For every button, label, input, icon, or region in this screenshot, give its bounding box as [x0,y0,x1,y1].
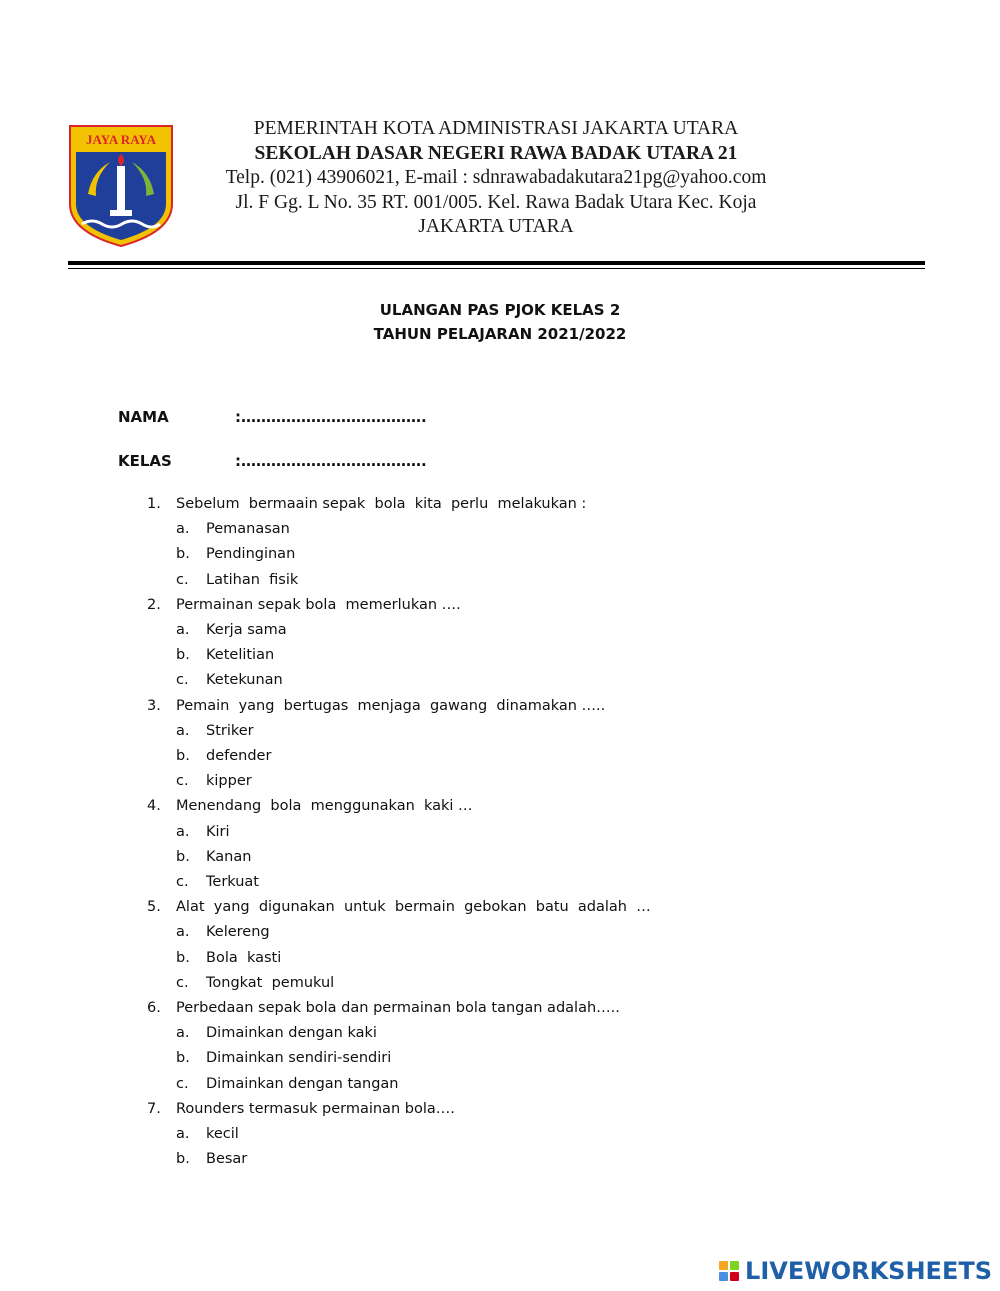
question-number: 5. [147,899,161,916]
answer-option[interactable] [147,618,651,643]
class-blank[interactable]: :………………………………. [235,452,427,470]
option-letter: a. [176,924,190,941]
option-letter: c. [176,571,189,588]
option-letter: a. [176,521,190,538]
school-name: SEKOLAH DASAR NEGERI RAWA BADAK UTARA 21 [254,142,738,164]
answer-option[interactable] [147,1046,651,1071]
option-text: Kerja sama [206,622,287,639]
option-text: Pendinginan [206,546,296,563]
option-letter: c. [176,874,189,891]
option-letter: c. [176,1075,189,1092]
option-letter: a. [176,622,190,639]
option-letter: b. [176,1151,190,1168]
answer-option[interactable] [147,668,651,693]
answer-option[interactable] [147,820,651,845]
option-text: Kelereng [206,924,270,941]
class-field[interactable] [118,452,427,470]
option-letter: b. [176,848,190,865]
liveworksheets-logo-icon [719,1261,739,1281]
option-text: Bola kasti [206,949,282,966]
watermark-icon-tile [719,1272,728,1281]
answer-option[interactable] [147,845,651,870]
answer-option[interactable] [147,971,651,996]
option-text: kipper [206,773,252,790]
answer-option[interactable] [147,643,651,668]
question [147,895,651,920]
liveworksheets-watermark [719,1256,992,1286]
option-letter: b. [176,949,190,966]
question-number: 2. [147,596,161,613]
header-divider [68,261,925,265]
class-label: KELAS [118,452,172,470]
option-letter: b. [176,1050,190,1067]
option-letter: c. [176,672,189,689]
exam-title-line2: TAHUN PELAJARAN 2021/2022 [373,325,627,343]
answer-option[interactable] [147,946,651,971]
option-text: Besar [206,1151,248,1168]
option-letter: b. [176,546,190,563]
header-divider-thin [68,268,925,269]
question-text: Alat yang digunakan untuk bermain gebokan batu adalah … [176,899,651,916]
answer-option[interactable] [147,1147,651,1172]
question-number: 1. [147,496,161,512]
answer-option[interactable] [147,920,651,945]
question [147,1097,651,1122]
question-text: Menendang bola menggunakan kaki … [176,798,473,815]
letterhead [196,117,796,240]
option-text: Terkuat [206,874,259,891]
answer-option[interactable] [147,1072,651,1097]
contact-line: Telp. (021) 43906021, E-mail : sdnrawabadakutara21pg@yahoo.com [225,167,767,188]
name-blank[interactable]: :………………………………. [235,408,427,426]
question [147,593,651,618]
option-letter: b. [176,647,190,664]
government-line: PEMERINTAH KOTA ADMINISTRASI JAKARTA UTARA [253,118,739,139]
watermark-icon-tile [730,1261,739,1270]
answer-option[interactable] [147,1021,651,1046]
option-letter: a. [176,722,190,739]
question [147,794,651,819]
watermark-icon-tile [719,1261,728,1270]
option-text: kecil [206,1126,239,1143]
question-text: Sebelum bermaain sepak bola kita perlu melakukan : [176,496,587,512]
answer-option[interactable] [147,870,651,895]
option-text: Kiri [206,823,230,840]
option-text: Tongkat pemukul [206,974,335,991]
name-label: NAMA [118,408,169,426]
answer-option[interactable] [147,769,651,794]
question-number: 3. [147,697,161,714]
city-line: JAKARTA UTARA [418,216,574,237]
svg-text:JAYA RAYA: JAYA RAYA [86,132,156,147]
question-number: 4. [147,798,161,815]
question-number: 6. [147,1000,161,1017]
exam-title-line1: ULANGAN PAS PJOK KELAS 2 [379,301,621,319]
answer-option[interactable] [147,517,651,542]
option-text: Dimainkan dengan kaki [206,1025,377,1042]
option-letter: a. [176,1025,190,1042]
question-text: Perbedaan sepak bola dan permainan bola tangan adalah….. [176,1000,620,1017]
answer-option[interactable] [147,1122,651,1147]
school-logo [68,124,174,248]
option-text: Striker [206,722,254,739]
option-letter: c. [176,974,189,991]
question-number: 7. [147,1100,161,1117]
option-text: Ketekunan [206,672,283,689]
answer-option[interactable] [147,744,651,769]
exam-title [0,298,1000,346]
option-text: defender [206,748,272,765]
option-letter: a. [176,1126,190,1143]
answer-option[interactable] [147,542,651,567]
question [147,694,651,719]
watermark-icon-tile [730,1272,739,1281]
option-text: Pemanasan [206,521,290,538]
option-letter: c. [176,773,189,790]
answer-option[interactable] [147,568,651,593]
question-text: Rounders termasuk permainan bola…. [176,1100,455,1117]
option-text: Dimainkan sendiri-sendiri [206,1050,392,1067]
question [147,492,651,517]
option-text: Ketelitian [206,647,275,664]
question-text: Permainan sepak bola memerlukan …. [176,596,461,613]
answer-option[interactable] [147,719,651,744]
question-list [147,492,651,1172]
option-letter: a. [176,823,190,840]
question [147,996,651,1021]
question-text: Pemain yang bertugas menjaga gawang dinamakan ….. [176,697,606,714]
name-field[interactable] [118,408,427,426]
option-text: Dimainkan dengan tangan [206,1075,399,1092]
watermark-text: LIVEWORKSHEETS [745,1257,992,1285]
address-line: Jl. F Gg. L No. 35 RT. 001/005. Kel. Rawa Badak Utara Kec. Koja [235,191,757,213]
option-text: Kanan [206,848,252,865]
option-letter: b. [176,748,190,765]
option-text: Latihan fisik [206,571,299,588]
